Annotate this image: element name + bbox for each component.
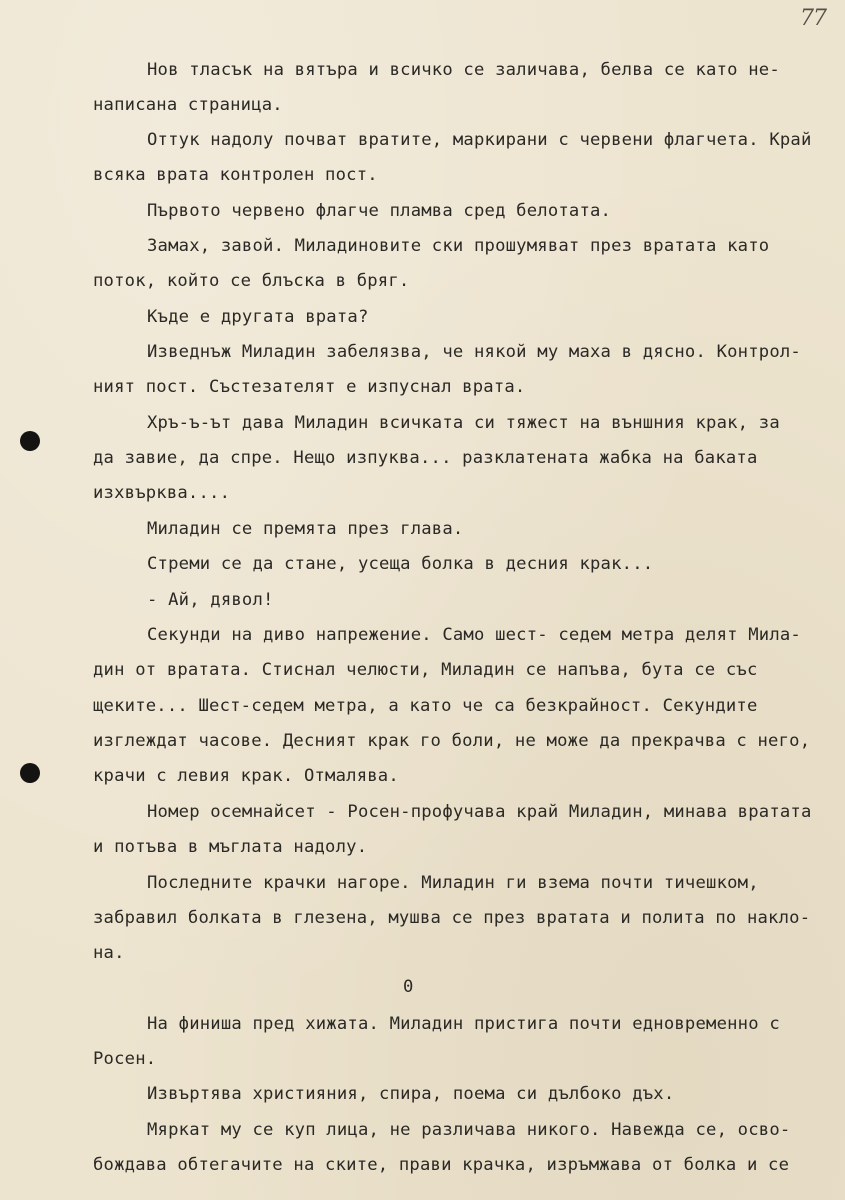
text-line: Мяркат му се куп лица, не различава никого. Навежда се, осво- [147,1120,791,1140]
text-line: изхвърква.... [93,483,231,503]
text-line: крачи с левия крак. Отмалява. [93,766,399,786]
section-separator: 0 [403,977,414,997]
text-line: Извъртява християния, спира, поема си дълбоко дъх. [147,1084,675,1104]
text-line: щеките... Шест-седем метра, а като че са безкрайност. Секундите [93,696,758,716]
text-line: Росен. [93,1049,157,1069]
text-line: всяка врата контролен пост. [93,165,378,185]
text-line: Миладин се премята през глава. [147,519,464,539]
text-line: да завие, да спре. Нещо изпуква... разклатената жабка на баката [93,448,758,468]
text-line: Номер осемнайсет - Росен-профучава край Миладин, минава вратата [147,802,812,822]
text-line: Изведнъж Миладин забелязва, че някой му маха в дясно. Контрол- [147,342,801,362]
text-line: поток, който се блъска в бряг. [93,271,410,291]
text-line: бождава обтегачите на ските, прави крачка, изръмжава от болка и се [93,1155,790,1175]
text-line: Оттук надолу почват вратите, маркирани с червени флагчета. Край [147,130,812,150]
text-line: На финиша пред хижата. Миладин пристига почти едновременно с [147,1014,780,1034]
text-line: забравил болката в глезена, мушва се през вратата и полита по накло- [93,908,811,928]
text-line: изглеждат часове. Десният крак го боли, не може да прекрачва с него, [93,731,811,751]
text-line: Първото червено флагче пламва сред белотата. [147,201,612,221]
text-line: на. [93,943,125,963]
text-line: Секунди на диво напрежение. Само шест- седем метра делят Мила- [147,625,801,645]
text-line: Замах, завой. Миладиновите ски прошумяват през вратата като [147,236,770,256]
page-number: 77 [800,6,826,31]
text-line: Къде е другата врата? [147,307,369,327]
punch-hole-top [20,431,40,451]
text-line: написана страница. [93,95,283,115]
text-line: и потъва в мъглата надолу. [93,837,368,857]
text-line: - Ай, дявол! [147,590,274,610]
text-line: дин от вратата. Стиснал челюсти, Миладин се напъва, бута се със [93,660,758,680]
text-line: ният пост. Състезателят е изпуснал врата. [93,377,526,397]
text-line: Стреми се да стане, усеща болка в десния крак... [147,554,654,574]
text-line: Хръ-ъ-ът дава Миладин всичката си тяжест на външния крак, за [147,413,780,433]
text-line: Нов тласък на вятъра и всичко се заличава, белва се като не- [147,60,780,80]
punch-hole-bottom [20,763,40,783]
text-line: Последните крачки нагоре. Миладин ги взема почти тичешком, [147,873,759,893]
